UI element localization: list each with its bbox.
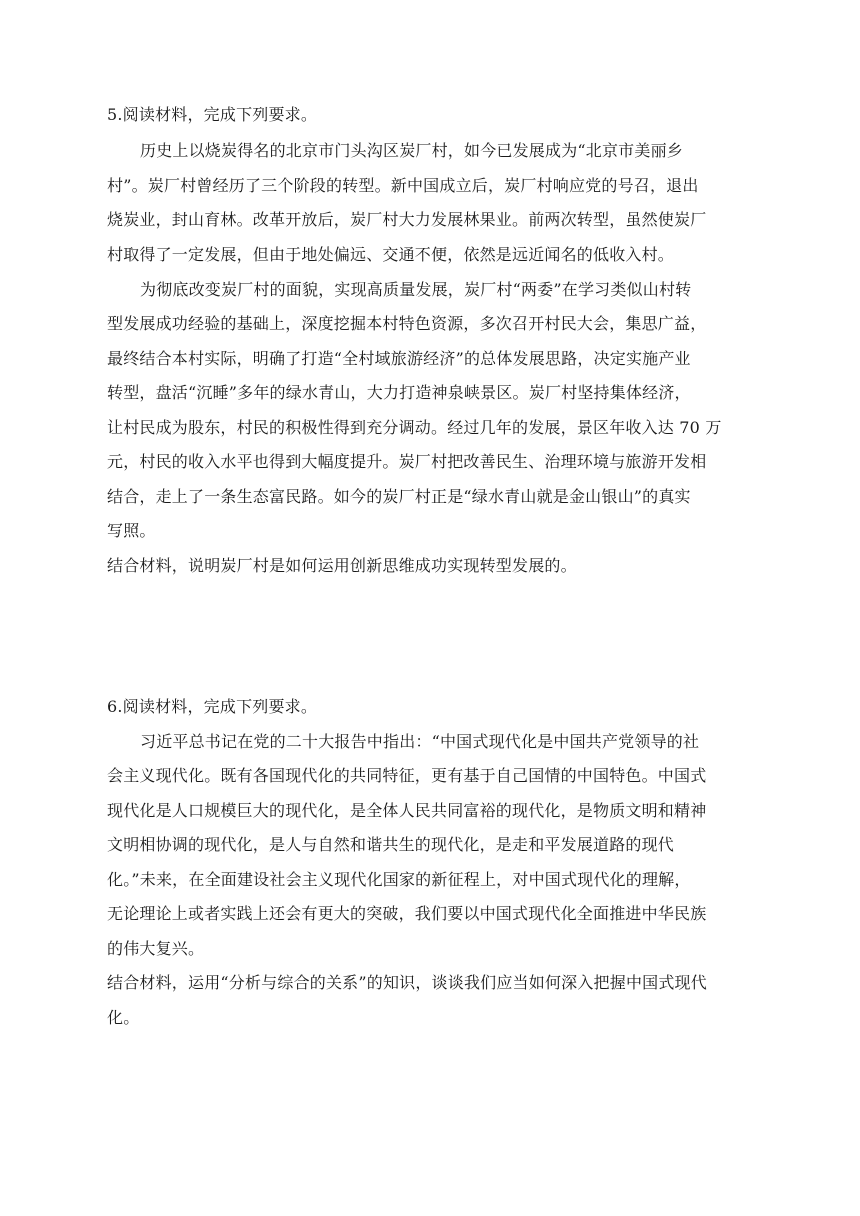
q5-p1-line: 村”。炭厂村曾经历了三个阶段的转型。新中国成立后，炭厂村响应党的号召，退出 bbox=[107, 176, 699, 195]
q5-question: 结合材料，说明炭厂村是如何运用创新思维成功实现转型发展的。 bbox=[107, 556, 577, 575]
q5-p2-line: 为彻底改变炭厂村的面貌，实现高质量发展，炭厂村“两委”在学习类似山村转 bbox=[140, 280, 692, 299]
q5-p2-line: 转型，盘活“沉睡”多年的绿水青山，大力打造神泉峡景区。炭厂村坚持集体经济， bbox=[107, 383, 691, 402]
q5-p2-line: 写照。 bbox=[107, 521, 156, 540]
q5-p2-line: 元，村民的收入水平也得到大幅度提升。炭厂村把改善民生、治理环境与旅游开发相 bbox=[107, 452, 707, 471]
q6-p1-line: 习近平总书记在党的二十大报告中指出：“中国式现代化是中国共产党领导的社 bbox=[140, 732, 700, 751]
q6-question-line: 化。 bbox=[107, 1008, 140, 1027]
q5-p2-line: 让村民成为股东，村民的积极性得到充分调动。经过几年的发展，景区年收入达 70 万 bbox=[107, 418, 722, 437]
q5-p1-line: 村取得了一定发展，但由于地处偏远、交通不便，依然是远近闻名的低收入村。 bbox=[107, 245, 675, 264]
q5-p2-line: 结合，走上了一条生态富民路。如今的炭厂村正是“绿水青山就是金山银山”的真实 bbox=[107, 487, 691, 506]
q5-p2-line: 型发展成功经验的基础上，深度挖掘本村特色资源，多次召开村民大会，集思广益， bbox=[107, 314, 707, 333]
q6-p1-line: 无论理论上或者实践上还会有更大的突破，我们要以中国式现代化全面推进中华民族 bbox=[107, 904, 707, 923]
q6-p1-line: 化。”未来，在全面建设社会主义现代化国家的新征程上，对中国式现代化的理解， bbox=[107, 870, 691, 889]
q6-question-line: 结合材料，运用“分析与综合的关系”的知识，谈谈我们应当如何深入把握中国式现代 bbox=[107, 973, 707, 992]
q6-p1-line: 现代化是人口规模巨大的现代化，是全体人民共同富裕的现代化，是物质文明和精神 bbox=[107, 801, 707, 820]
q5-p1-line: 历史上以烧炭得名的北京市门头沟区炭厂村，如今已发展成为“北京市美丽乡 bbox=[140, 141, 683, 160]
q5-p1-line: 烧炭业，封山育林。改革开放后，炭厂村大力发展林果业。前两次转型，虽然使炭厂 bbox=[107, 210, 707, 229]
q6-p1-line: 的伟大复兴。 bbox=[107, 939, 205, 958]
q6-heading: 6.阅读材料，完成下列要求。 bbox=[107, 697, 318, 716]
q5-heading: 5.阅读材料，完成下列要求。 bbox=[107, 105, 318, 124]
q6-p1-line: 文明相协调的现代化，是人与自然和谐共生的现代化，是走和平发展道路的现代 bbox=[107, 835, 675, 854]
q5-p2-line: 最终结合本村实际，明确了打造“全村域旅游经济”的总体发展思路，决定实施产业 bbox=[107, 349, 691, 368]
q6-p1-line: 会主义现代化。既有各国现代化的共同特征，更有基于自己国情的中国特色。中国式 bbox=[107, 766, 707, 785]
